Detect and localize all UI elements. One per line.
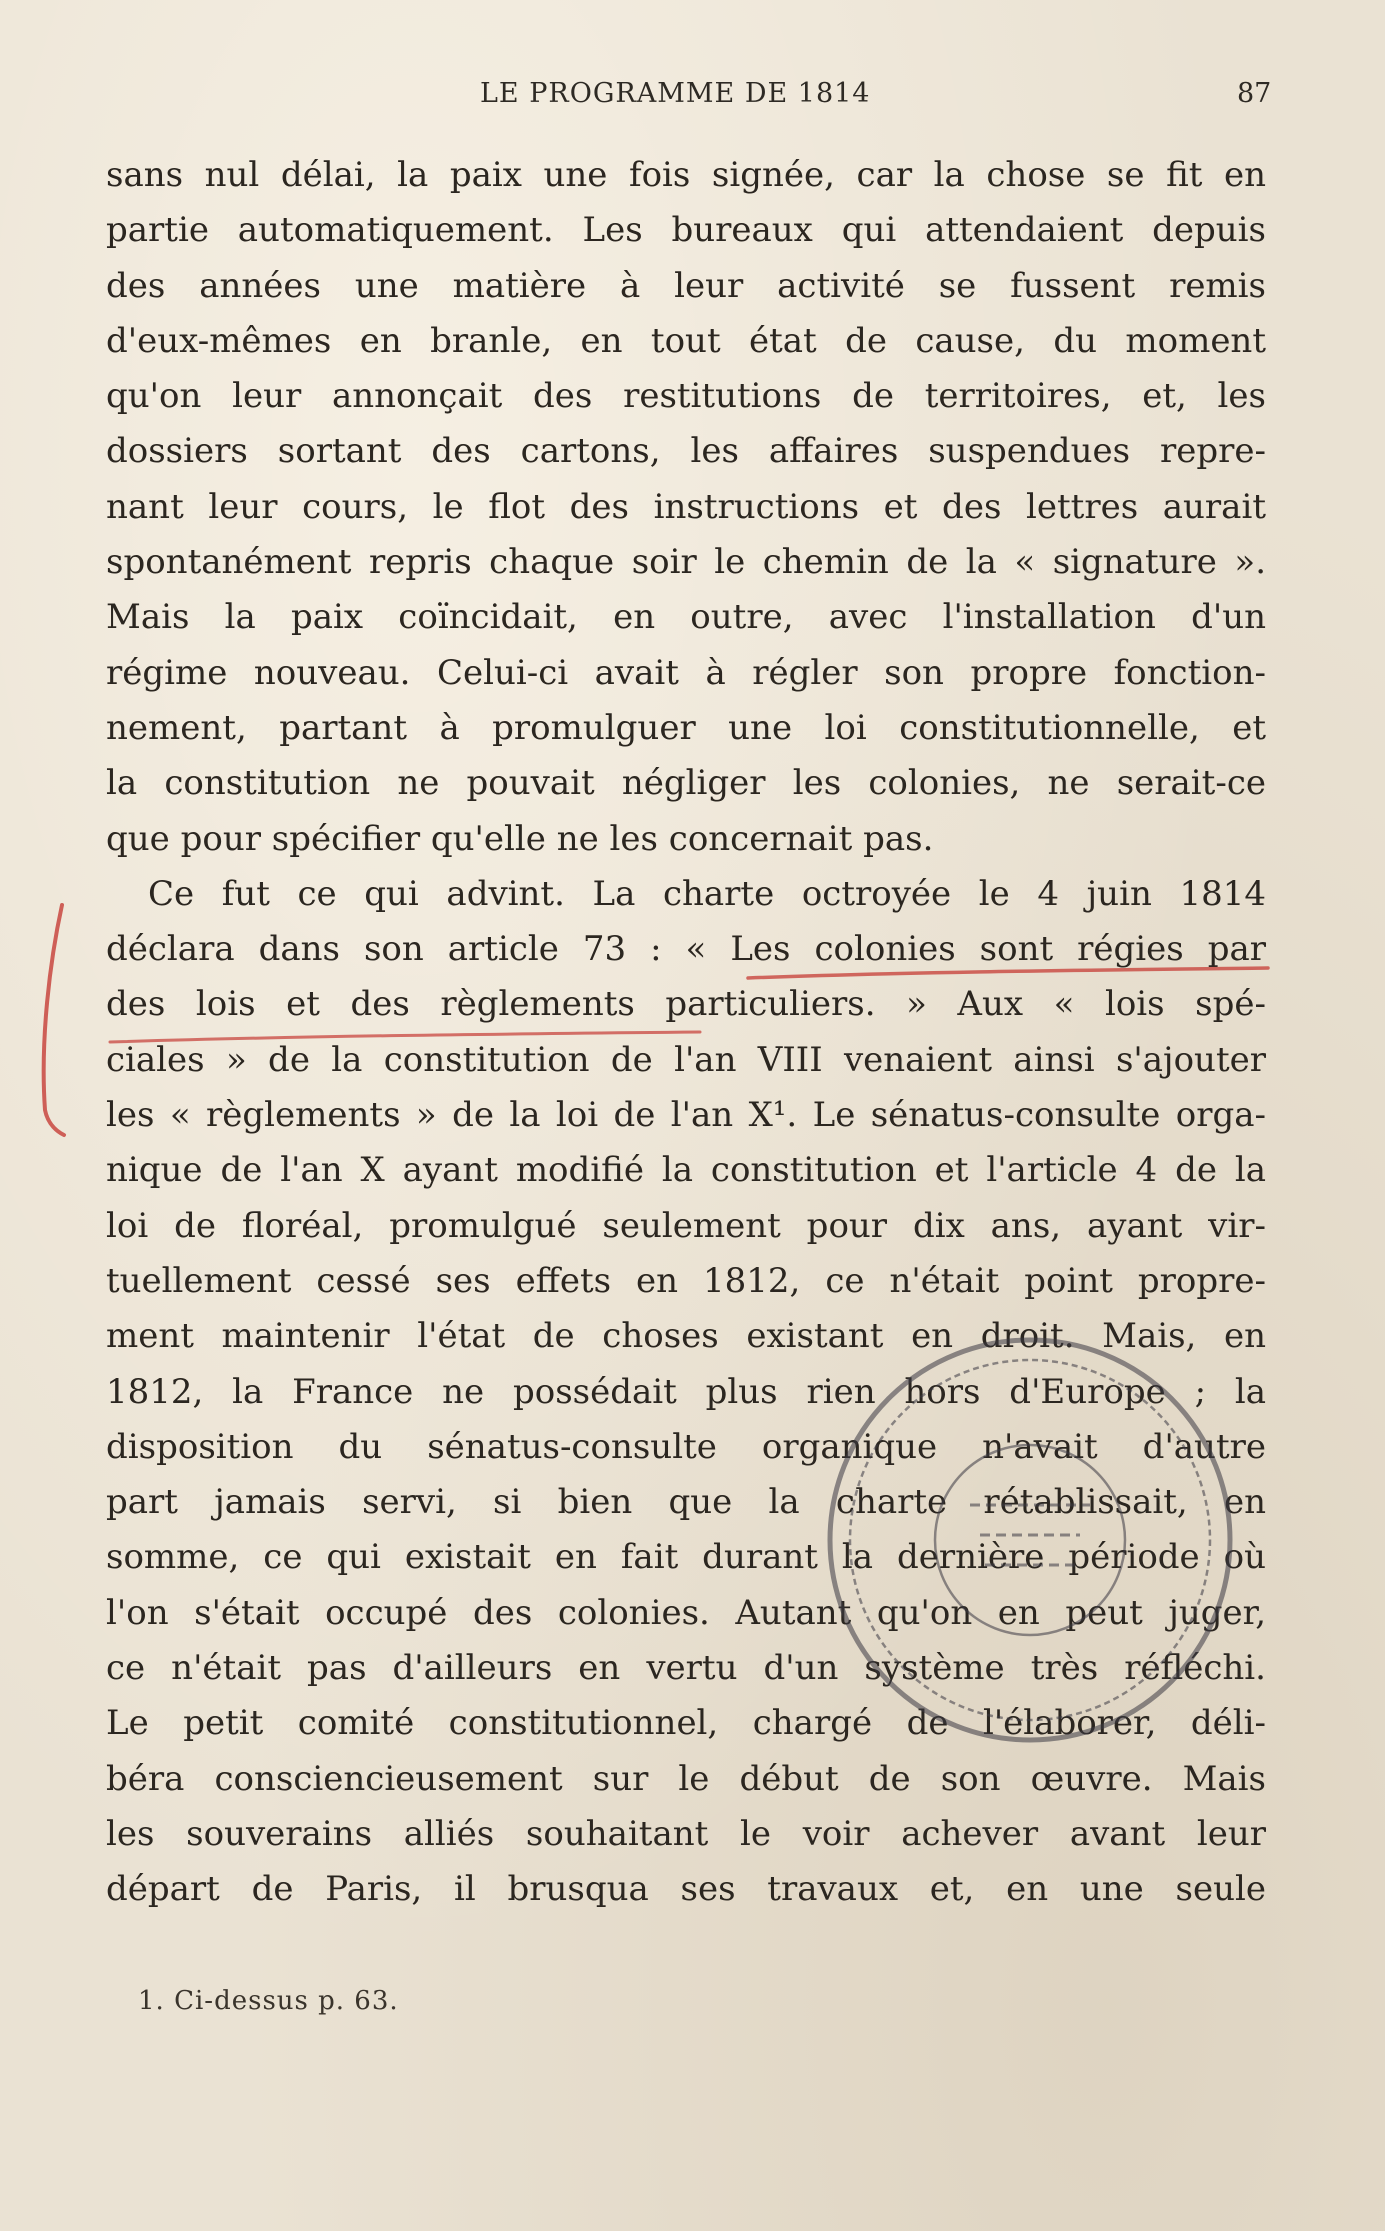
text-line: 1812, la France ne possédait plus rien hors d'Europe ; la — [106, 1371, 1266, 1412]
margin-bracket-mark — [44, 905, 64, 1135]
text-line: Ce fut ce qui advint. La charte octroyée le 4 juin 1814 — [148, 873, 1266, 914]
text-line: tuellement cessé ses effets en 1812, ce n'était point propre- — [106, 1260, 1266, 1301]
running-title: LE PROGRAMME DE 1814 — [480, 78, 871, 109]
text-line: loi de floréal, promulgué seulement pour dix ans, ayant vir- — [106, 1205, 1266, 1246]
page-header — [0, 78, 1385, 118]
text-line: des années une matière à leur activité se fussent remis — [106, 265, 1266, 306]
text-line: disposition du sénatus-consulte organique n'avait d'autre — [106, 1426, 1266, 1467]
text-line: des lois et des règlements particuliers. » Aux « lois spé- — [106, 984, 1266, 1025]
body-text — [106, 148, 1266, 1918]
text-line: dossiers sortant des cartons, les affaires suspendues repre- — [106, 431, 1266, 472]
text-line: l'on s'était occupé des colonies. Autant qu'on en peut juger, — [106, 1592, 1266, 1633]
footnote: 1. Ci-dessus p. 63. — [138, 1986, 399, 2016]
text-line: Le petit comité constitutionnel, chargé de l'élaborer, déli- — [106, 1703, 1266, 1744]
text-line: béra consciencieusement sur le début de son œuvre. Mais — [106, 1758, 1266, 1799]
text-line: déclara dans son article 73 : « Les colonies sont régies par — [106, 929, 1266, 970]
text-line: spontanément repris chaque soir le chemin de la « signature ». — [106, 542, 1266, 583]
text-line: partie automatiquement. Les bureaux qui attendaient depuis — [106, 210, 1266, 251]
text-line: ciales » de la constitution de l'an VIII venaient ainsi s'ajouter — [106, 1039, 1266, 1080]
text-line: part jamais servi, si bien que la charte rétablissait, en — [106, 1482, 1266, 1523]
text-line: régime nouveau. Celui-ci avait à régler son propre fonction- — [106, 652, 1266, 693]
text-line: sans nul délai, la paix une fois signée, car la chose se fit en — [106, 155, 1266, 195]
text-line: que pour spécifier qu'elle ne les concernait pas. — [106, 818, 934, 859]
text-line: la constitution ne pouvait négliger les colonies, ne serait-ce — [106, 763, 1266, 804]
page-number: 87 — [1237, 78, 1272, 109]
text-line: nement, partant à promulguer une loi constitutionnelle, et — [106, 707, 1266, 748]
text-line: les « règlements » de la loi de l'an X¹. Le sénatus-consulte orga- — [106, 1095, 1266, 1136]
text-line: somme, ce qui existait en fait durant la dernière période où — [106, 1537, 1266, 1578]
text-line: ment maintenir l'état de choses existant en droit. Mais, en — [106, 1316, 1266, 1357]
text-line: ce n'était pas d'ailleurs en vertu d'un système très réfléchi. — [106, 1648, 1266, 1689]
text-line: d'eux-mêmes en branle, en tout état de cause, du moment — [106, 320, 1266, 361]
text-line: les souverains alliés souhaitant le voir achever avant leur — [106, 1813, 1266, 1854]
text-line: nique de l'an X ayant modifié la constitution et l'article 4 de la — [106, 1150, 1266, 1191]
text-line: qu'on leur annonçait des restitutions de territoires, et, les — [106, 376, 1266, 417]
text-line: Mais la paix coïncidait, en outre, avec l'installation d'un — [106, 597, 1266, 638]
text-line: départ de Paris, il brusqua ses travaux et, en une seule — [106, 1869, 1266, 1910]
text-line: nant leur cours, le flot des instructions et des lettres aurait — [106, 486, 1266, 527]
